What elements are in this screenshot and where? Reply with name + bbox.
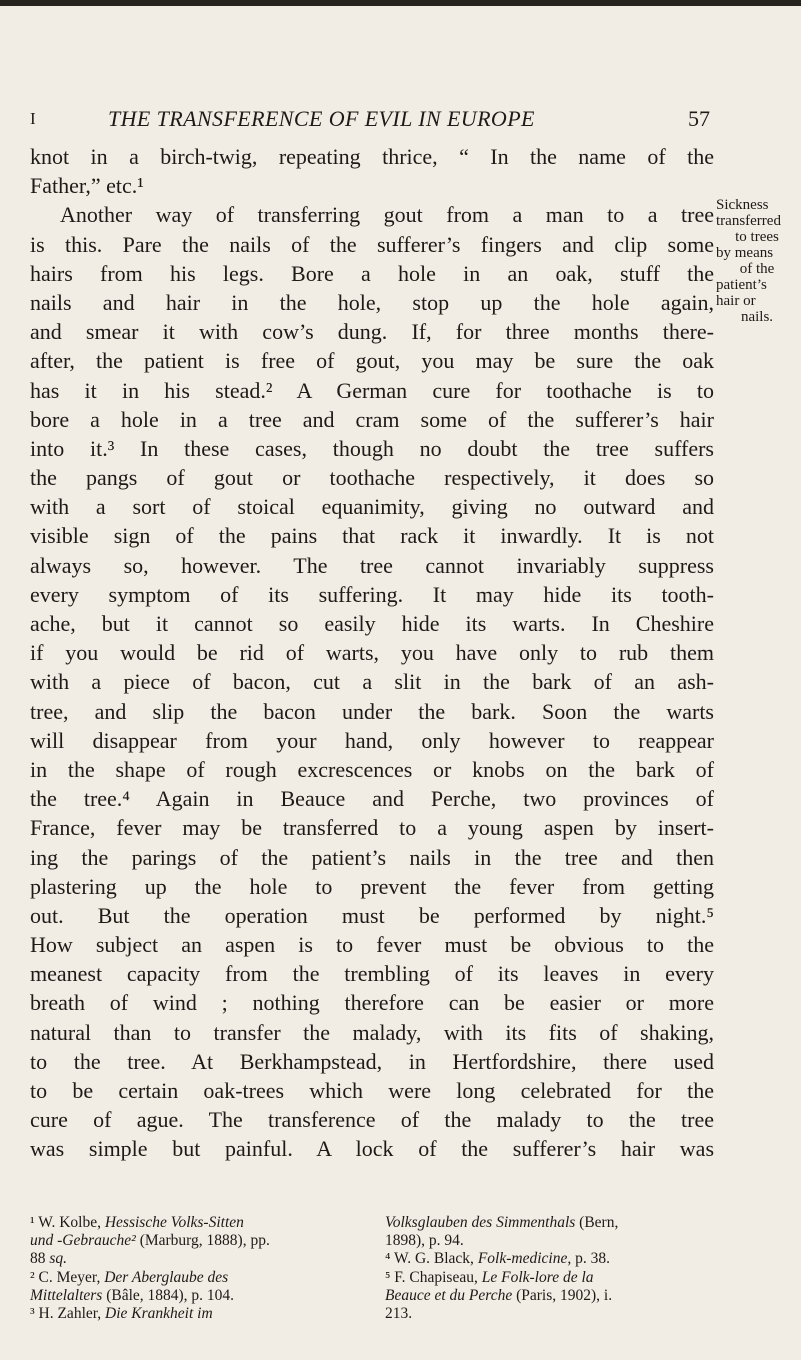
text-line: nails and hair in the hole, stop up the hole again, bbox=[30, 289, 714, 315]
margin-note-line: nails. bbox=[740, 309, 774, 325]
footnote-line: ² C. Meyer, Der Aberglaube des bbox=[30, 1268, 229, 1286]
margin-note-line: hair or bbox=[716, 293, 756, 309]
text-line: to the tree. At Berkhampstead, in Hertfordshire, there used bbox=[30, 1048, 714, 1074]
margin-note-line: of the bbox=[739, 261, 775, 277]
text-line: hairs from his legs. Bore a hole in an oak, stuff the bbox=[30, 260, 714, 286]
footnote-line: Beauce et du Perche (Paris, 1902), i. bbox=[385, 1286, 613, 1304]
text-line: into it.³ In these cases, though no doubt the tree suffers bbox=[30, 435, 714, 461]
text-line: always so, however. The tree cannot invariably suppress bbox=[30, 552, 714, 578]
margin-note bbox=[716, 197, 798, 325]
text-line: if you would be rid of warts, you have only to rub them bbox=[30, 640, 714, 666]
footnote-line: 88 sq. bbox=[30, 1250, 68, 1268]
text-line: ache, but it cannot so easily hide its warts. In Cheshire bbox=[30, 611, 714, 636]
text-line: knot in a birch-twig, repeating thrice, “ In the name of the bbox=[30, 144, 714, 169]
text-line: How subject an aspen is to fever must be obvious to the bbox=[30, 932, 714, 958]
text-line: natural than to transfer the malady, with its fits of shaking, bbox=[30, 1019, 714, 1045]
footnote-line: Mittelalters (Bâle, 1884), p. 104. bbox=[30, 1286, 235, 1304]
text-line: Father,” etc.¹ bbox=[30, 173, 144, 199]
margin-note-line: by means bbox=[716, 245, 774, 261]
text-line: cure of ague. The transference of the malady to the tree bbox=[30, 1107, 714, 1133]
text-line: has it in his stead.² A German cure for toothache is to bbox=[30, 377, 714, 403]
text-line: in the shape of rough excrescences or knobs on the bark of bbox=[30, 756, 714, 782]
text-line: ing the parings of the patient’s nails in the tree and then bbox=[30, 844, 714, 870]
margin-note-line: transferred bbox=[716, 213, 781, 229]
footnote-line: 213. bbox=[385, 1305, 413, 1323]
running-title: THE TRANSFERENCE OF EVIL IN EUROPE bbox=[108, 106, 535, 131]
footnote-line: 1898), p. 94. bbox=[385, 1232, 464, 1250]
text-line: was simple but painful. A lock of the sufferer’s hair was bbox=[30, 1136, 714, 1162]
text-line: the tree.⁴ Again in Beauce and Perche, two provinces of bbox=[30, 786, 714, 812]
text-line: out. But the operation must be performed by night.⁵ bbox=[30, 902, 714, 928]
text-line: will disappear from your hand, only however to reappear bbox=[30, 727, 714, 753]
text-line: to be certain oak-trees which were long celebrated for the bbox=[30, 1078, 714, 1103]
text-line: with a piece of bacon, cut a slit in the bark of an ash- bbox=[30, 669, 714, 695]
scan-top-edge bbox=[0, 0, 801, 6]
text-line: with a sort of stoical equanimity, giving no outward and bbox=[30, 494, 714, 520]
footnote-line: ⁴ W. G. Black, Folk-medicine, p. 38. bbox=[385, 1250, 610, 1268]
footnote-line: Volksglauben des Simmenthals (Bern, bbox=[385, 1214, 619, 1231]
text-line: Another way of transferring gout from a man to a tree bbox=[60, 202, 714, 228]
text-line: meanest capacity from the trembling of its leaves in every bbox=[30, 961, 714, 987]
running-header bbox=[30, 104, 710, 134]
text-line: breath of wind ; nothing therefore can be easier or more bbox=[30, 990, 714, 1016]
text-line: the pangs of gout or toothache respectively, it does so bbox=[30, 465, 714, 491]
text-line: plastering up the hole to prevent the fever from getting bbox=[30, 873, 714, 899]
text-line: tree, and slip the bacon under the bark. Soon the warts bbox=[30, 698, 714, 724]
text-line: bore a hole in a tree and cram some of the sufferer’s hair bbox=[30, 406, 714, 432]
margin-note-line: Sickness bbox=[716, 197, 769, 213]
page-number: 57 bbox=[688, 106, 710, 131]
footnotes-right-column bbox=[385, 1214, 730, 1323]
body-text bbox=[30, 142, 714, 1164]
volume-numeral: I bbox=[30, 109, 36, 128]
margin-note-line: patient’s bbox=[716, 277, 767, 293]
footnote-line: und -Gebrauche² (Marburg, 1888), pp. bbox=[30, 1232, 270, 1250]
text-line: every symptom of its suffering. It may hide its tooth- bbox=[30, 581, 714, 607]
footnotes-left-column bbox=[30, 1214, 375, 1323]
footnote-line: ³ H. Zahler, Die Krankheit im bbox=[30, 1305, 213, 1323]
text-line: is this. Pare the nails of the sufferer’s fingers and clip some bbox=[30, 231, 714, 257]
margin-note-line: to trees bbox=[735, 229, 779, 245]
text-line: after, the patient is free of gout, you may be sure the oak bbox=[30, 348, 714, 374]
text-line: France, fever may be transferred to a young aspen by insert- bbox=[30, 815, 714, 841]
footnote-line: ⁵ F. Chapiseau, Le Folk-lore de la bbox=[385, 1268, 594, 1286]
footnote-line: ¹ W. Kolbe, Hessische Volks-Sitten bbox=[30, 1214, 244, 1231]
text-line: visible sign of the pains that rack it inwardly. It is not bbox=[30, 523, 714, 549]
text-line: and smear it with cow’s dung. If, for three months there- bbox=[30, 319, 714, 345]
